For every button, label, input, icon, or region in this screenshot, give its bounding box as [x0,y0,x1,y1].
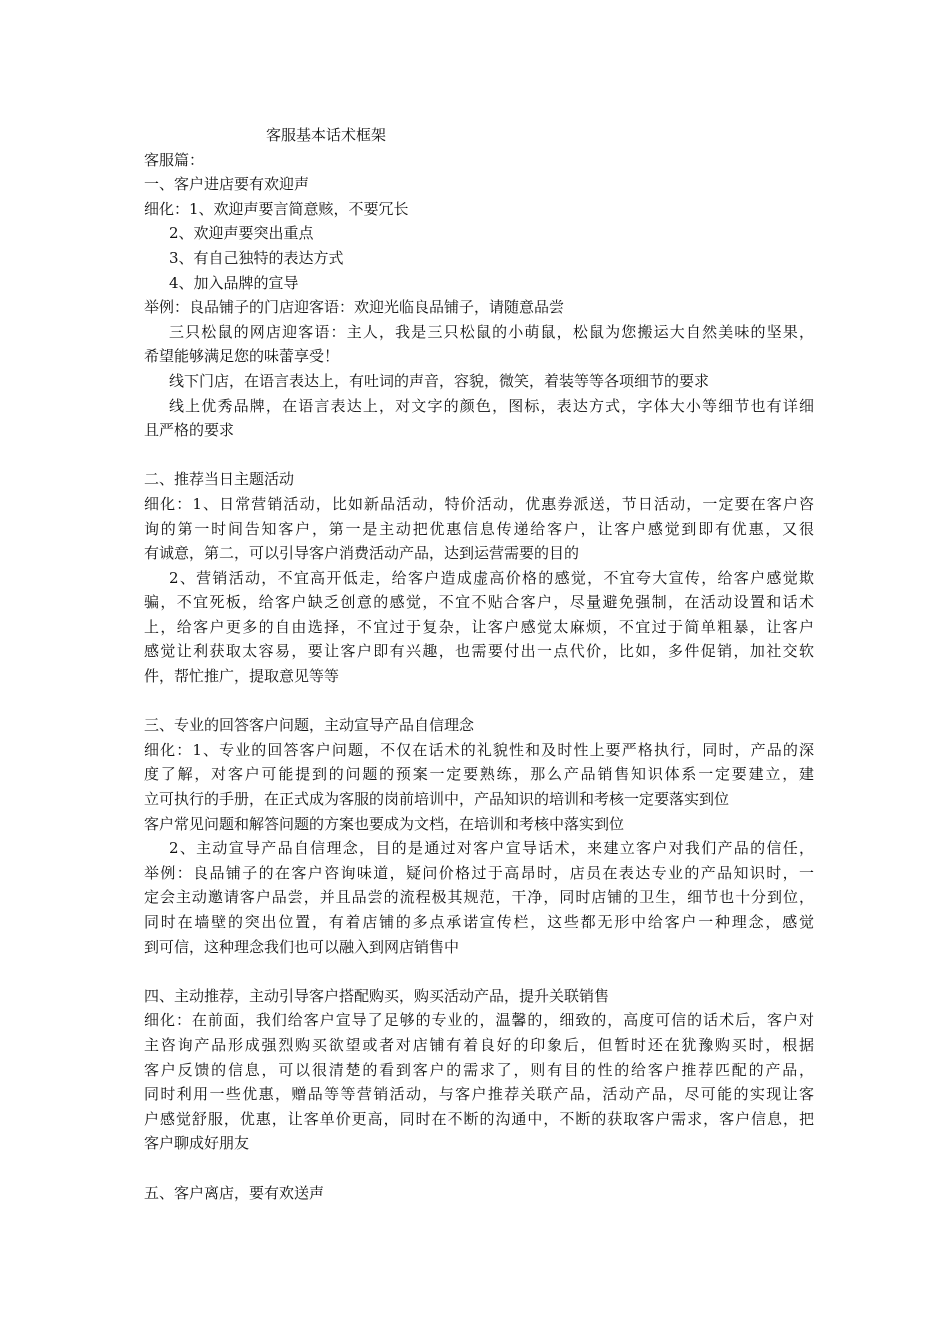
document-title: 客服基本话术框架 [266,126,387,144]
text-line: 细化：1、欢迎声要言简意赅，不要冗长 [144,199,409,218]
text-line: 客户反馈的信息，可以很清楚的看到客户的需求了，则有目的性的给客户推荐匹配的产品， [144,1060,814,1079]
text-line: 同时利用一些优惠，赠品等等营销活动，与客户推荐关联产品，活动产品，尽可能的实现让客 [144,1085,814,1104]
text-line: 骗，不宜死板，给客户缺乏创意的感觉，不宜不贴合客户，尽量避免强制，在活动设置和话术 [144,593,814,612]
text-line: 2、欢迎声要突出重点 [169,224,314,243]
text-line: 上，给客户更多的自由选择，不宜过于复杂，让客户感觉太麻烦，不宜过于简单粗暴，让客户 [144,617,814,636]
text-line: 且严格的要求 [144,421,235,440]
text-line: 有诚意，第二，可以引导客户消费活动产品，达到运营需要的目的 [144,544,580,563]
document-lines [144,148,814,1206]
text-line: 件，帮忙推广，提取意见等等 [144,667,340,686]
text-line: 2、营销活动，不宜高开低走，给客户造成虚高价格的感觉，不宜夸大宣传，给客户感觉欺 [169,568,814,587]
text-line: 客户常见问题和解答问题的方案也要成为文档，在培训和考核中落实到位 [144,814,625,833]
text-line: 一、客户进店要有欢迎声 [144,175,310,194]
text-line: 主咨询产品形成强烈购买欲望或者对店铺有着良好的印象后，但暂时还在犹豫购买时，根据 [144,1035,814,1054]
text-line: 询的第一时间告知客户，第一是主动把优惠信息传递给客户，让客户感觉到即有优惠，又很 [144,519,814,538]
text-line: 细化：在前面，我们给客户宣导了足够的专业的，温馨的，细致的，高度可信的话术后，客户对 [144,1011,814,1030]
text-line: 立可执行的手册，在正式成为客服的岗前培训中，产品知识的培训和考核一定要落实到位 [144,790,730,809]
text-line: 二、推荐当日主题活动 [144,470,295,489]
text-line: 细化：1、日常营销活动，比如新品活动，特价活动，优惠券派送，节日活动，一定要在客户咨 [144,494,814,513]
text-line: 到可信，这种理念我们也可以融入到网店销售中 [144,937,460,956]
text-line: 定会主动邀请客户品尝，并且品尝的流程极其规范，干净，同时店铺的卫生，细节也十分到位， [144,888,814,907]
text-line: 希望能够满足您的味蕾享受！ [144,347,340,366]
text-line: 三、专业的回答客户问题，主动宣导产品自信理念 [144,716,475,735]
text-line: 2、主动宣导产品自信理念，目的是通过对客户宣导话术，来建立客户对我们产品的信任， [169,839,814,858]
text-line: 举例：良品铺子的在客户咨询味道，疑问价格过于高昂时，店员在表达专业的产品知识时，一 [144,863,814,882]
paragraph-spacer [144,959,814,984]
text-line: 客服篇： [144,150,205,169]
text-line: 细化：1、专业的回答客户问题，不仅在话术的礼貌性和及时性上要严格执行，同时，产品的深 [144,740,814,759]
paragraph-spacer [144,443,814,468]
paragraph-spacer [144,689,814,714]
text-line: 举例：良品铺子的门店迎客语：欢迎光临良品铺子，请随意品尝 [144,298,565,317]
text-line: 3、有自己独特的表达方式 [169,248,344,267]
text-line: 线下门店，在语言表达上，有吐词的声音，容貌，微笑，着装等等各项细节的要求 [169,371,710,390]
text-line: 客户聊成好朋友 [144,1134,250,1153]
text-line: 三只松鼠的网店迎客语：主人，我是三只松鼠的小萌鼠，松鼠为您搬运大自然美味的坚果， [169,322,814,341]
text-line: 户感觉舒服，优惠，让客单价更高，同时在不断的沟通中，不断的获取客户需求，客户信息，把 [144,1109,814,1128]
text-line: 4、加入品牌的宣导 [169,273,299,292]
document-body [144,123,814,1205]
text-line: 线上优秀品牌，在语言表达上，对文字的颜色，图标，表达方式，字体大小等细节也有详细 [169,396,814,415]
text-line: 度了解，对客户可能提到的问题的预案一定要熟练，那么产品销售知识体系一定要建立，建 [144,765,814,784]
text-line: 同时在墙壁的突出位置，有着店铺的多点承诺宣传栏，这些都无形中给客户一种理念，感觉 [144,913,814,931]
text-line: 四、主动推荐，主动引导客户搭配购买，购买活动产品，提升关联销售 [144,986,610,1005]
text-line: 感觉让利获取太容易，要让客户即有兴趣，也需要付出一点代价，比如，多件促销，加社交软 [144,642,814,661]
text-line: 五、客户离店，要有欢送声 [144,1183,325,1202]
paragraph-spacer [144,1156,814,1181]
